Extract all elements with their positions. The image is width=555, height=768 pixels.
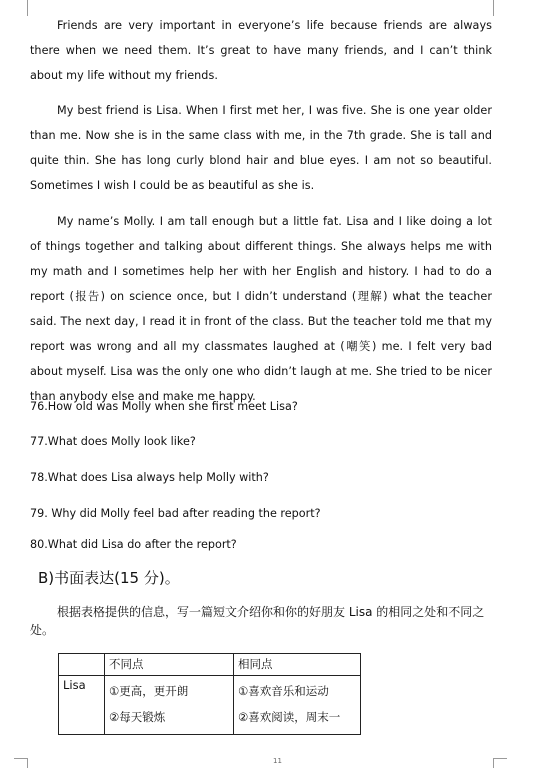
passage-paragraph-2 [30, 98, 492, 198]
table-row [59, 675, 361, 734]
difference-item: ①更高，更开朗 [109, 683, 189, 698]
similarity-item: ①喜欢音乐和运动 [238, 683, 329, 698]
difference-item: ②每天锻炼 [109, 709, 166, 724]
table-row-label: Lisa [59, 675, 105, 734]
similarities-cell [234, 675, 361, 734]
question-79: 79. Why did Molly feel bad after reading the report? [30, 507, 321, 520]
differences-cell [105, 675, 234, 734]
passage-paragraph-3 [30, 209, 492, 409]
table-header-cell [59, 654, 105, 676]
writing-section-title: B)书面表达(15 分)。 [38, 569, 180, 587]
writing-instruction [30, 603, 492, 639]
crop-mark-top-left [27, 0, 28, 16]
question-76: 76.How old was Molly when she first meet Lisa? [30, 400, 298, 413]
table-header-cell: 相同点 [234, 654, 361, 676]
similarity-item: ②喜欢阅读，周末一 [238, 709, 341, 724]
passage-paragraph-1 [30, 13, 492, 88]
paragraph-text: My best friend is Lisa. When I first met her, I was five. She is one year older than me. Now she is in the same class with me, in the 7th grade. She is tall and quite thin. She has long curly blond hair and blue eyes. I am not so beautiful. Sometimes I wish I could be as beautiful as she is. [30, 104, 492, 192]
paragraph-text: My name’s Molly. I am tall enough but a little fat. Lisa and I like doing a lot of things together and talking about different things. She always helps me with my math and I sometimes help her with her English and history. I had to do a report (报告) on science once, but I didn’t understand (理解) what the teacher said. The next day, I read it in front of the class. But the teacher told me that my report was wrong and all my classmates laughed at (嘲笑) me. I felt very bad about myself. Lisa was the only one who didn’t laugh at me. She tried to be nicer than anybody else and make me happy. [30, 215, 492, 403]
question-77: 77.What does Molly look like? [30, 435, 196, 448]
question-78: 78.What does Lisa always help Molly with? [30, 471, 269, 484]
comparison-table [58, 653, 361, 735]
instruction-text: 根据表格提供的信息，写一篇短文介绍你和你的好朋友 Lisa 的相同之处和不同之处。 [30, 605, 485, 637]
question-80: 80.What did Lisa do after the report? [30, 538, 237, 551]
page-number: 11 [273, 757, 282, 765]
crop-mark-top-right [493, 0, 494, 16]
table-header-row [59, 654, 361, 676]
paragraph-text: Friends are very important in everyone’s life because friends are always there when we need them. It’s great to have many friends, and I can’t think about my life without my friends. [30, 19, 492, 82]
table-header-cell: 不同点 [105, 654, 234, 676]
